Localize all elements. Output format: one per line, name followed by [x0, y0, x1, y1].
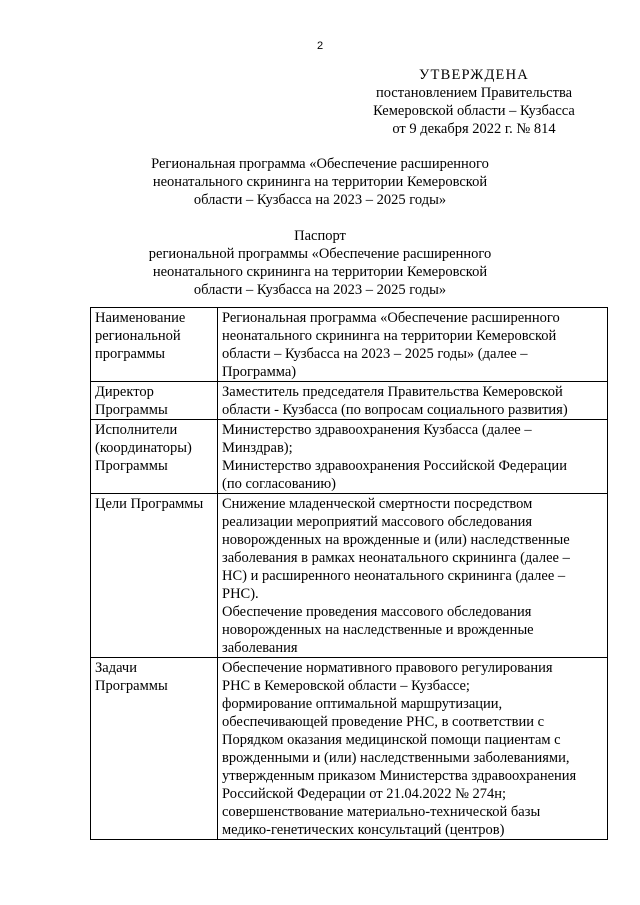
program-title-line: области – Кузбасса на 2023 – 2025 годы»: [193, 192, 447, 208]
row-value: [218, 382, 608, 420]
passport-title-line: региональной программы «Обеспечение расширенного: [148, 246, 492, 262]
label-line: Задачи: [95, 660, 137, 676]
value-line: Программа): [222, 364, 297, 380]
label-line: региональной: [95, 328, 181, 344]
value-line: области - Кузбасса (по вопросам социального развития): [222, 402, 568, 418]
passport-title-line: Паспорт: [294, 228, 346, 244]
row-value: [218, 658, 608, 840]
value-line: Региональная программа «Обеспечение расширенного: [222, 310, 560, 326]
value-line: Снижение младенческой смертности посредством: [222, 496, 533, 512]
value-line: Порядком оказания медицинской помощи пациентам с: [222, 732, 561, 748]
table-row-director: [91, 382, 608, 420]
value-line: реализации мероприятий массового обследования: [222, 514, 533, 530]
row-label: [91, 382, 218, 420]
value-line: Заместитель председателя Правительства Кемеровской: [222, 384, 563, 400]
label-line: Наименование: [95, 310, 186, 326]
row-value: [218, 420, 608, 494]
row-label: [91, 420, 218, 494]
value-line: новорожденных на врожденные и (или) наследственные: [222, 532, 570, 548]
passport-title: [70, 227, 570, 299]
passport-title-line: неонатального скрининга на территории Кемеровской: [152, 264, 488, 280]
label-line: программы: [95, 346, 165, 362]
value-line: Обеспечение проведения массового обследования: [222, 604, 532, 620]
approval-line: постановлением Правительства: [375, 85, 573, 101]
value-line: новорожденных на наследственные и врожденные: [222, 622, 534, 638]
label-line: (координаторы): [95, 440, 192, 456]
label-line: Программы: [95, 458, 168, 474]
value-line: обеспечивающей проведение РНС, в соответствии с: [222, 714, 545, 730]
value-line: утвержденным приказом Министерства здравоохранения: [222, 768, 577, 784]
table-row-executors: [91, 420, 608, 494]
approval-heading: УТВЕРЖДЕНА: [419, 67, 529, 83]
page-number: 2: [316, 40, 324, 52]
approval-line: от 9 декабря 2022 г. № 814: [392, 121, 556, 137]
passport-table: [90, 307, 608, 840]
program-title-line: неонатального скрининга на территории Кемеровской: [152, 174, 488, 190]
value-line: заболевания: [222, 640, 298, 656]
label-line: Цели Программы: [95, 496, 204, 512]
value-line: Обеспечение нормативного правового регулирования: [222, 660, 553, 676]
approval-block: [340, 66, 608, 138]
value-line: медико-генетических консультаций (центров): [222, 822, 505, 838]
row-label: [91, 658, 218, 840]
table-row-tasks: [91, 658, 608, 840]
table-row-program-name: [91, 308, 608, 382]
label-line: Директор: [95, 384, 154, 400]
table-row-goals: [91, 494, 608, 658]
value-line: РНС).: [222, 586, 259, 602]
value-line: Российской Федерации от 21.04.2022 № 274н;: [222, 786, 507, 802]
value-line: Министерство здравоохранения Кузбасса (далее –: [222, 422, 532, 438]
value-line: Министерство здравоохранения Российской Федерации: [222, 458, 567, 474]
value-line: РНС в Кемеровской области – Кузбассе;: [222, 678, 470, 694]
row-label: [91, 494, 218, 658]
approval-line: Кемеровской области – Кузбасса: [373, 103, 575, 119]
value-line: совершенствование материально-технической базы: [222, 804, 541, 820]
program-title: [70, 155, 570, 209]
row-label: [91, 308, 218, 382]
label-line: Программы: [95, 402, 168, 418]
row-value: [218, 494, 608, 658]
value-line: врожденными и (или) наследственными заболеваниями,: [222, 750, 570, 766]
label-line: Исполнители: [95, 422, 178, 438]
value-line: заболевания в рамках неонатального скрининга (далее –: [222, 550, 570, 566]
program-title-line: Региональная программа «Обеспечение расширенного: [151, 156, 489, 172]
value-line: НС) и расширенного неонатального скрининга (далее –: [222, 568, 566, 584]
label-line: Программы: [95, 678, 168, 694]
value-line: неонатального скрининга на территории Кемеровской: [222, 328, 557, 344]
row-value: [218, 308, 608, 382]
passport-title-line: области – Кузбасса на 2023 – 2025 годы»: [193, 282, 447, 298]
value-line: формирование оптимальной маршрутизации,: [222, 696, 503, 712]
value-line: (по согласованию): [222, 476, 336, 492]
value-line: Минздрав);: [222, 440, 293, 456]
value-line: области – Кузбасса на 2023 – 2025 годы» (далее –: [222, 346, 528, 362]
